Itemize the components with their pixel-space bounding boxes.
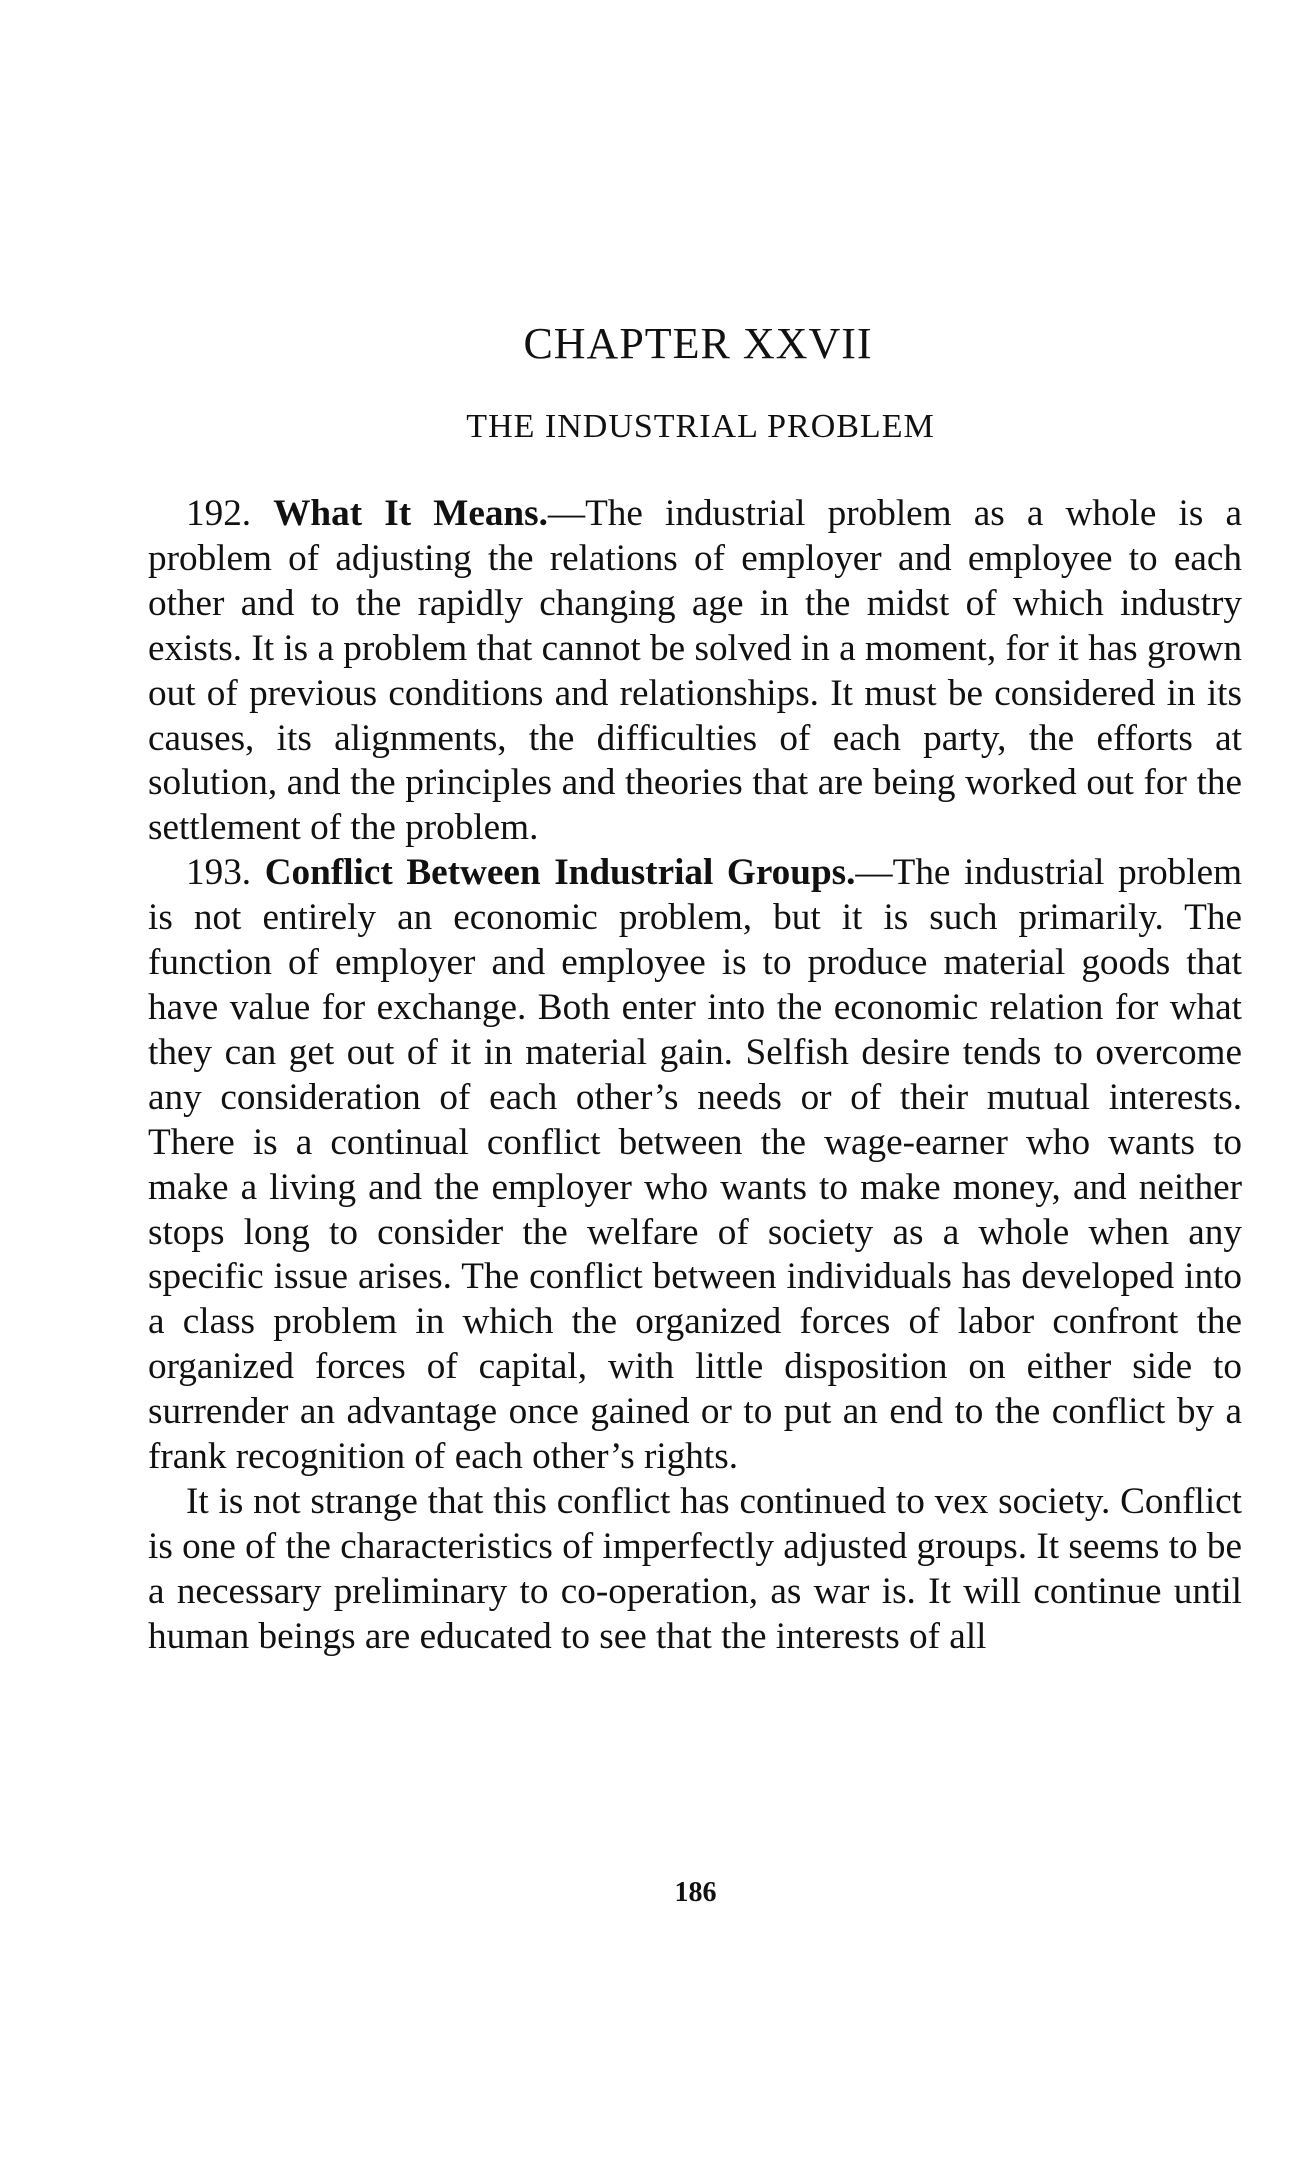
section-number: 192. bbox=[186, 493, 252, 534]
paragraph-192 bbox=[148, 492, 1242, 851]
section-text: —The industrial problem as a whole is a problem of adjusting the relations of employer and employee to each other and to the rapidly changing age in the midst of which industry exists. It is a problem that cannot be solved in a moment, for it has grown out of previous conditions and relationships. It must be considered in its causes, its alignments, the difficulties of each party, the efforts at solution, and the principles and theories that are being worked out for the settlement of the problem. bbox=[148, 493, 1243, 849]
paragraph-193 bbox=[148, 851, 1242, 1480]
chapter-title: THE INDUSTRIAL PROBLEM bbox=[466, 408, 935, 445]
page-number: 186 bbox=[674, 1877, 717, 1908]
section-heading: Conflict Between Industrial Groups. bbox=[264, 852, 856, 894]
chapter-label: CHAPTER XXVII bbox=[523, 319, 873, 368]
paragraph-continuation: It is not strange that this conflict has continued to vex society. Conflict is one of the characteristics of imperfectly adjusted groups. It seems to be a necessary preliminary to co-operation, as war is. It will continue until human beings are educated to see that the interests of all bbox=[148, 1480, 1242, 1657]
section-text: —The industrial problem is not entirely an economic problem, but it is such primarily. The function of employer and employee is to produce material goods that have value for exchange. Both enter into the economic relation for what they can get out of it in material gain. Selfish desire tends to overcome any consideration of each other’s needs or of their mutual interests. There is a continual conflict between the wage-earner who wants to make a living and the employer who wants to make money, and neither stops long to consider the welfare of society as a whole when any specific issue arises. The conflict between individuals has developed into a class problem in which the organized forces of labor confront the organized forces of capital, with little disposition on either side to surrender an advantage once gained or to put an end to the conflict by a frank recognition of each other’s rights. bbox=[148, 852, 1243, 1478]
body-text bbox=[148, 492, 1242, 1660]
section-heading: What It Means. bbox=[273, 493, 548, 534]
section-number: 193. bbox=[186, 852, 252, 894]
